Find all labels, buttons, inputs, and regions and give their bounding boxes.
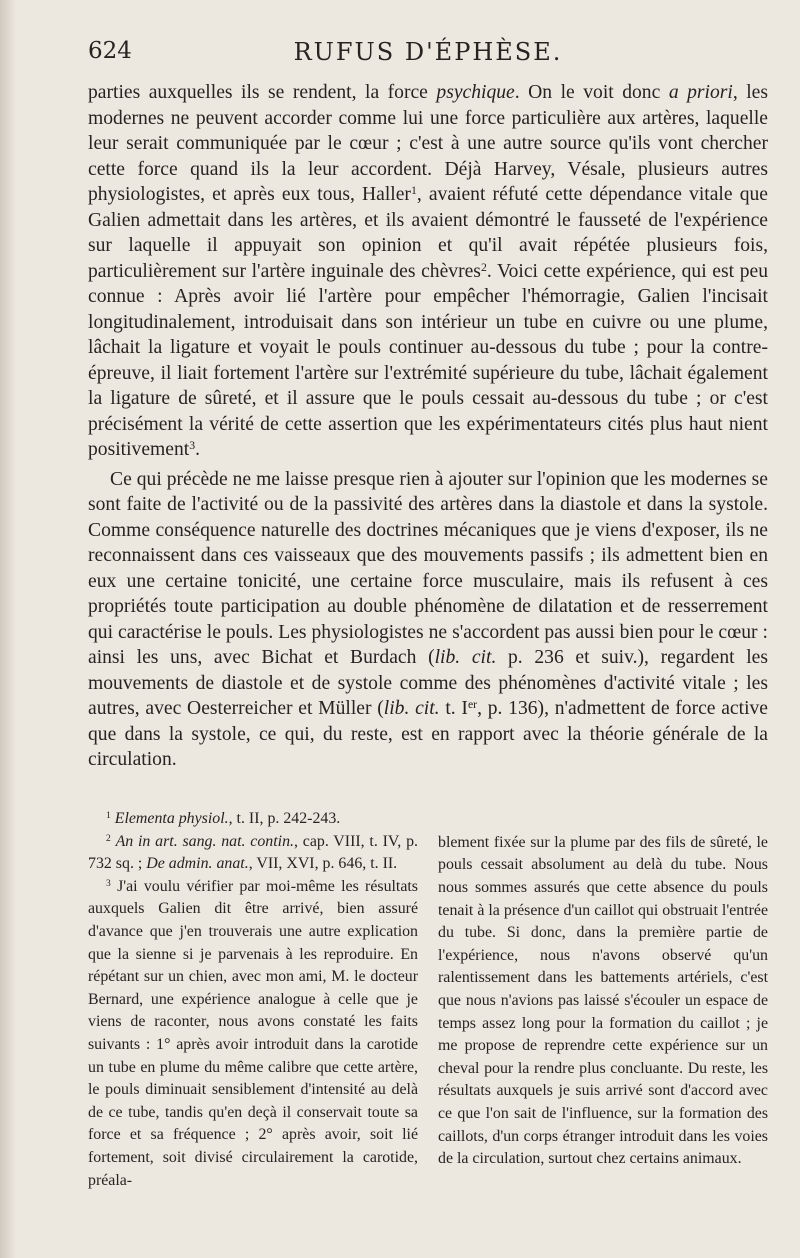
footnote-1: $^1$ Elementa physiol., t. II, p. 242-243. bbox=[106, 810, 341, 827]
main-text bbox=[88, 80, 768, 773]
page-header bbox=[88, 38, 768, 78]
footnote-ref: 3 bbox=[189, 439, 196, 453]
footnote-3: $^3$ J'ai voulu vérifier par moi-même les résultats auxquels Galien dit être arrivé, bien assuré d'avance que j'en trouverais une autre explication que la sienne si je parvenais à les reproduire. En répétant sur un chien, avec mon ami, M. le docteur Bernard, une expérience analogue à celle que je viens de raconter, nous avons constaté les faits suivants : 1° après avoir introduit dans la carotide un tube en plume du même calibre que cette artère, le pouls diminuait sensiblement d'intensité au delà de ce tube, tandis qu'en deçà il conservait toute sa force et sa fréquence ; 2° après avoir, soit lié fortement, soit divisé circulairement la carotide, préala- bbox=[88, 877, 418, 1189]
footnotes bbox=[88, 808, 768, 1228]
paragraph: Ce qui précède ne me laisse presque rien à ajouter sur l'opinion que les modernes se sont faite de l'activité ou de la passivité des artères dans la diastole et dans la systole. Comme conséquence naturelle des doctrines mécaniques que je viens d'exposer, ils ne reconnaissent dans ces vaisseaux que des mouvements passifs ; ils admettent bien en eux une certaine tonicité, une certaine force musculaire, mais ils refusent à ces propriétés toute participation au double phénomène de dilatation et de resserrement qui caractérise le pouls. Les physiologistes ne s'accordent pas aussi bien pour le cœur : ainsi les uns, avec Bichat et Burdach (lib. cit. p. 236 et suiv.), regardent les mouvements de diastole et de systole comme des phénomènes d'activité vitale ; les autres, avec Oesterreicher et Müller (lib. cit. t. Ier, p. 136), n'admettent de force active que dans la systole, ce qui, du reste, est en rapport avec la théorie générale de la circulation. bbox=[88, 468, 769, 770]
footnote-mark: 1 bbox=[106, 810, 111, 822]
page-number: 624 bbox=[88, 38, 132, 64]
footnote-2: $^2$ An in art. sang. nat. contin., cap. VIII, t. IV, p. 732 sq. ; De admin. anat., VII, XVI, p. 646, t. II. bbox=[88, 832, 418, 873]
footnote-mark: 3 bbox=[106, 878, 111, 890]
paragraph: parties auxquelles ils se rendent, la force psychique. On le voit donc a priori, les modernes ne peuvent accorder comme lui une force particulière aux artères, laquelle leur serait communiquée par le cœur ; c'est à une autre source qu'ils vont chercher cette force quand ils la leur accordent. Déjà Harvey, Vésale, plusieurs autres physiologistes, et après eux tous, Haller$^1$, avaient réfuté cette dépendance vitale que Galien admettait dans les artères, et ils avaient démontré le fausseté de l'expérience sur laquelle il appuyait son opinion et qu'il avait répétée plusieurs fois, particulièrement sur l'artère inguinale des chèvres$^2$. Voici cette expérience, qui est peu connue : Après avoir lié l'artère pour empêcher l'hémorragie, Galien l'incisait longitudinalement, introduisait dans son intérieur un tube en cuivre ou une plume, lâchait la ligature et voyait le pouls continuer au-dessous du tube ; pour la contre-épreuve, il liait fortement l'artère sur l'extrémité supérieure du tube, lâchait également la ligature de sûreté, et il assure que le pouls cessait au-dessous du tube ; or c'est précisément la vérité de cette assertion que les expérimentateurs cités plus haut nient positivement$^3$. bbox=[88, 82, 769, 460]
running-title: RUFUS D'ÉPHÈSE. bbox=[293, 38, 563, 66]
footnote-column-left bbox=[88, 808, 418, 1192]
footnote-column-right bbox=[438, 816, 768, 1187]
footnote-mark: 2 bbox=[106, 832, 111, 844]
footnote-3-continued: blement fixée sur la plume par des fils de sûreté, le pouls cessait absolument au delà du tube. Nous nous sommes assurés que cette absence du pouls tenait à la présence d'un caillot qui obstruait l'entrée du tube. Si donc, dans la première partie de l'expérience, nous n'avons observé qu'un ralentissement dans les battements artériels, c'est que nous n'avions pas laissé s'écouler un espace de temps assez long pour la formation du caillot ; je me propose de reprendre cette expérience sur un cheval pour la rendre plus concluante. Du reste, les résultats auxquels je suis arrivé sont d'accord avec ce que l'on sait de l'influence, sur la formation des caillots, d'un corps étranger introduit dans les voies de la circulation, surtout chez certains animaux. bbox=[438, 833, 768, 1168]
footnote-ref: 1 bbox=[410, 184, 417, 198]
footnote-ref: 2 bbox=[480, 260, 487, 274]
page-gutter-shadow bbox=[0, 0, 16, 1258]
